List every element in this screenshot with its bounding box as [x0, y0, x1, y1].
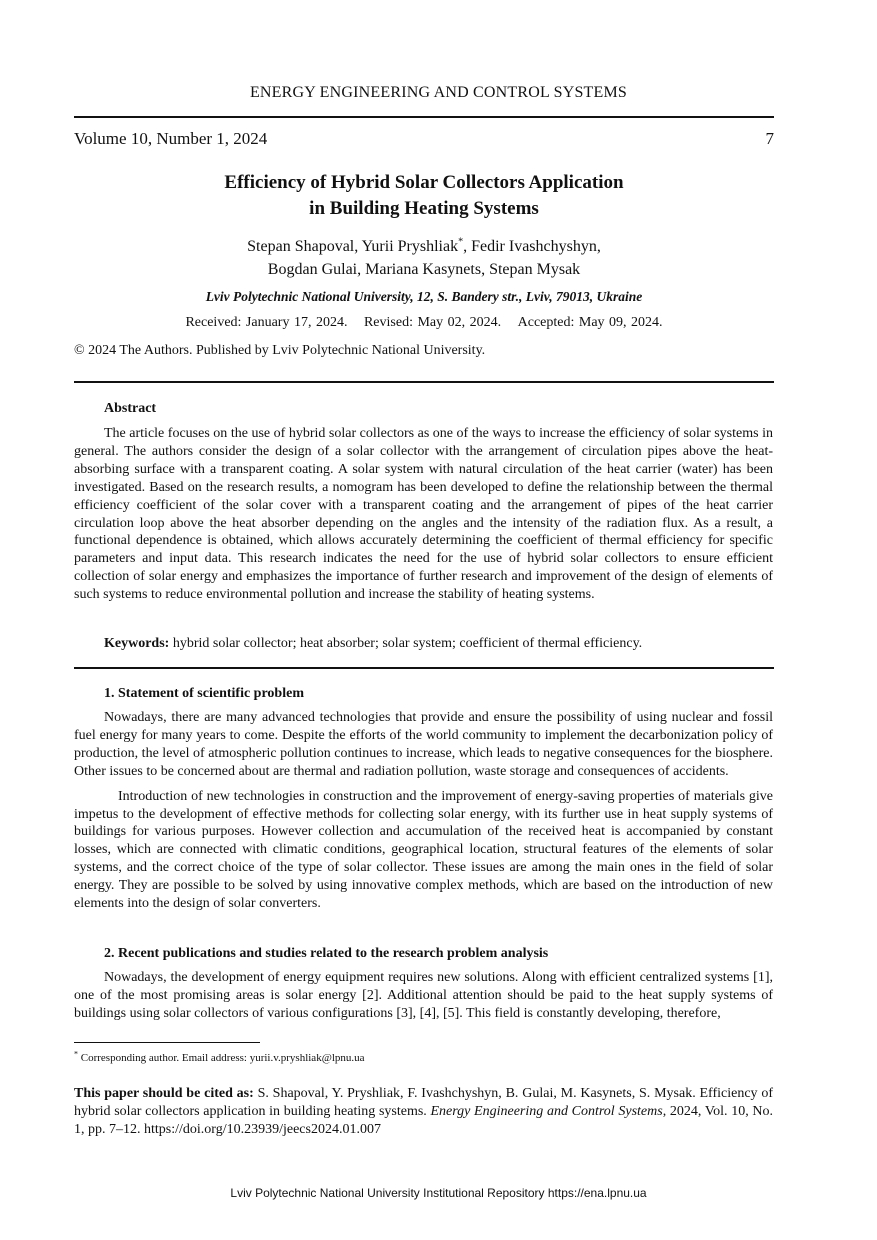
- authors-line-1: [74, 235, 774, 258]
- abstract-bottom-rule: [74, 667, 774, 669]
- footnote: [74, 1049, 365, 1064]
- article-title: [74, 170, 774, 222]
- section-2-paragraph-1: Nowadays, the development of energy equipment requires new solutions. Along with efficient centralized systems [1], one of the most promising areas is solar energy [2]. Additional attention should be paid to the heat supply systems of buildings using solar collectors of various configurations [3], [4], [5]. This field is constantly developing, therefore,: [74, 970, 773, 1021]
- abstract-text: [74, 425, 773, 604]
- keywords-label: Keywords:: [104, 636, 170, 651]
- copyright-notice: © 2024 The Authors. Published by Lviv Polytechnic National University.: [74, 343, 486, 358]
- section-1-paragraph-1: Nowadays, there are many advanced technologies that provide and ensure the possibility of using nuclear and fossil fuel energy for many years to come. Despite the efforts of the world community to implement the decarbonization policy of production, the level of atmospheric pollution continues to increase, which leads to negative consequences for the biosphere. Other issues to be concerned about are thermal and radiation pollution, waste storage and consequences of accidents.: [74, 710, 773, 779]
- citation-journal: Energy Engineering and Control Systems: [430, 1104, 663, 1119]
- section-2-body: [74, 969, 773, 1023]
- section-2-heading: 2. Recent publications and studies related to the research problem analysis: [104, 946, 549, 961]
- citation-details: , 2024, Vol. 10, No. 1, pp. 7–12. https://doi.org/10.23939/jeecs2024.01.007: [74, 1104, 773, 1137]
- revised-date: Revised: May 02, 2024.: [363, 315, 502, 330]
- title-line-2: in Building Heating Systems: [309, 198, 539, 219]
- section-1-paragraph-2: Introduction of new technologies in construction and the improvement of energy-saving properties of materials give impetus to the development of effective methods for collecting solar energy, with its further use in heat supply systems of buildings for various purposes. However collection and accumulation of the received heat is accompanied by constant losses, which are connected with climatic conditions, geographical location, structural features of the elements of solar systems, and the correct choice of the type of solar collector. These issues are among the main ones in the field of solar energy. They are possible to be solved by using innovative complex methods, which are based on the introduction of new elements into the design of solar converters.: [74, 788, 773, 912]
- author-list: [74, 235, 774, 281]
- keywords: [104, 636, 642, 652]
- corresponding-mark: *: [458, 236, 464, 248]
- section-1-heading: 1. Statement of scientific problem: [104, 686, 304, 701]
- keywords-list: hybrid solar collector; heat absorber; solar system; coefficient of thermal efficiency.: [172, 636, 643, 651]
- citation-block: [74, 1085, 773, 1139]
- affiliation: Lviv Polytechnic National University, 12, S. Bandery str., Lviv, 79013, Ukraine: [205, 289, 643, 304]
- citation-authors: S. Shapoval, Y. Pryshliak, F. Ivashchyshyn, B. Gulai, M. Kasynets, S. Mysak. Efficiency of hybrid solar collectors application in building heating systems.: [74, 1086, 773, 1119]
- authors-line-2: Bogdan Gulai, Mariana Kasynets, Stepan Mysak: [267, 261, 581, 278]
- footnote-text: Corresponding author. Email address: yurii.v.pryshliak@lpnu.ua: [78, 1052, 365, 1064]
- section-1-body: [74, 709, 773, 913]
- footnote-rule: [74, 1042, 260, 1043]
- accepted-date: Accepted: May 09, 2024.: [517, 315, 663, 330]
- citation-label: This paper should be cited as:: [74, 1086, 254, 1101]
- received-date: Received: January 17, 2024.: [185, 315, 348, 330]
- journal-name: ENERGY ENGINEERING AND CONTROL SYSTEMS: [249, 84, 628, 101]
- repository-footer: Lviv Polytechnic National University Institutional Repository https://ena.lpnu.ua: [230, 1186, 647, 1200]
- abstract-paragraph: The article focuses on the use of hybrid solar collectors as one of the ways to increase the efficiency of solar systems in general. The authors consider the design of a solar collector with the arrangement of circulation pipes above the heat-absorbing surface with a transparent coating. A solar system with natural circulation of the heat carrier (water) has been investigated. Based on the research results, a nomogram has been developed to define the relationship between the thermal efficiency coefficient of the solar cover with a transparent coating and the arrangement of pipes of the heat carrier circulation loop above the heat absorber depending on the angles and the intensity of the radiation flux. As a result, a functional dependence is obtained, which allows accurately determining the coefficient of thermal efficiency for specific parameters and input data. This research indicates the need for the use of hybrid solar collectors to ensure efficient collection of solar energy and emphasizes the importance of further research and improvement of the design of elements of such systems to reduce environmental pollution and increase the stability of heating systems.: [74, 426, 773, 603]
- authors-line-1-b: , Fedir Ivashchyshyn,: [463, 238, 601, 255]
- header-rule: [74, 116, 774, 118]
- volume-info: Volume 10, Number 1, 2024: [74, 129, 268, 148]
- article-dates: [74, 315, 774, 331]
- title-line-1: Efficiency of Hybrid Solar Collectors Application: [224, 172, 624, 193]
- page-number: 7: [765, 129, 774, 148]
- abstract-heading: Abstract: [104, 401, 157, 416]
- footnote-mark: *: [74, 1049, 78, 1059]
- authors-line-1-a: Stepan Shapoval, Yurii Pryshliak: [247, 238, 459, 255]
- abstract-top-rule: [74, 381, 774, 383]
